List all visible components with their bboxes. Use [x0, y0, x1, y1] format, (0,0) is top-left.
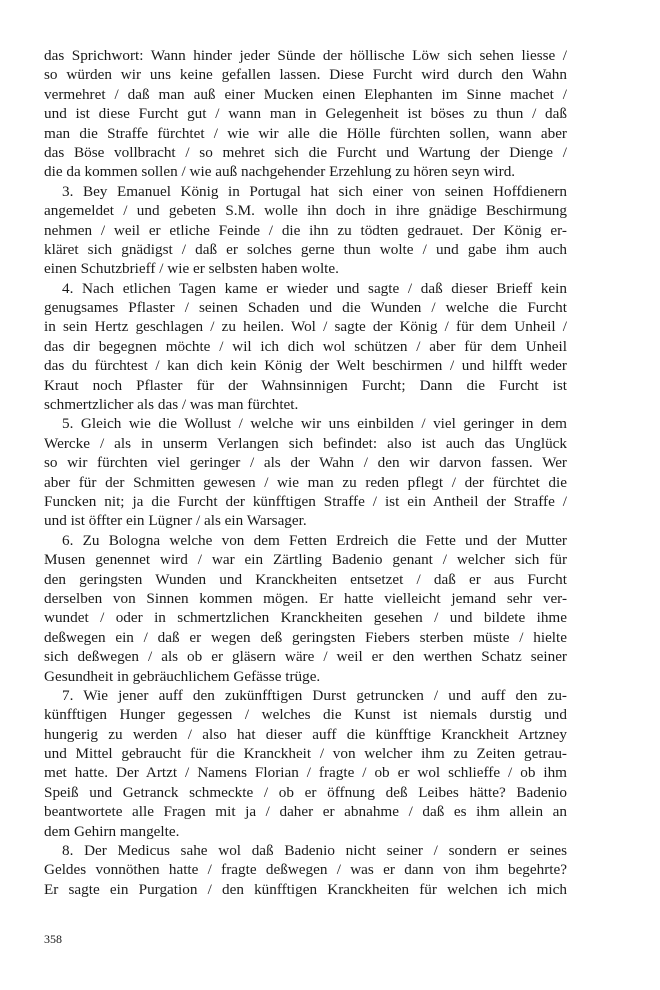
text-line: und Mittel gebraucht für die Kranckheit / von welcher ihm zu Zeiten getrau- — [44, 745, 567, 763]
text-body — [44, 46, 567, 899]
text-line: schmertzlicher als das / was man fürchtet. — [44, 396, 299, 414]
paragraph-7-start: 7. Wie jener auff den zukünfftigen Durst getruncken / und auff den zu- — [62, 686, 567, 704]
text-line: genugsames Pflaster / seinen Schaden und die Wunden / welche die Furcht — [44, 299, 567, 317]
text-line: das Sprichwort: Wann hinder jeder Sünde der höllische Löw sich sehen liesse / — [44, 47, 567, 64]
text-line: Wercke / als in unserm Verlangen sich befindet: also ist auch das Unglück — [44, 434, 567, 452]
paragraph-3-start: 3. Bey Emanuel König in Portugal hat sich einer von seinen Hoffdienern — [62, 182, 567, 200]
text-line: sich deßwegen / als ob er gläsern wäre / weil er den werthen Schatz seiner — [44, 648, 567, 666]
text-line: das du fürchtest / kan dich kein König der Welt beschirmen / und hilfft weder — [44, 357, 567, 375]
text-line: das Böse vollbracht / so mehret sich die Furcht und Wartung der Dienge / — [44, 143, 567, 161]
text-line: Speiß und Getranck schmeckte / ob er öffnung deß Leibes hätte? Badenio — [44, 783, 567, 801]
text-line: angemeldet / und gebeten S.M. wolle ihn doch in ihre gnädige Beschirmung — [44, 202, 567, 220]
text-line: deßwegen ein / daß er wegen deß geringsten Fiebers sterben müste / hielte — [44, 628, 567, 646]
paragraph-5-start: 5. Gleich wie die Wollust / welche wir uns einbilden / viel geringer in dem — [62, 415, 567, 433]
text-line: so wir fürchten viel geringer / als der Wahn / den wir darvon fassen. Wer — [44, 454, 567, 472]
text-line: einen Schutzbrieff / wie er selbsten haben wolte. — [44, 260, 339, 278]
text-line: nehmen / weil er etliche Feinde / die ihn zu tödten gedrauet. Der König er- — [44, 221, 567, 239]
text-line: künfftigen Hunger gegessen / welches die Kunst ist niemals durstig und — [44, 706, 567, 724]
text-line: dem Gehirn mangelte. — [44, 822, 180, 840]
paragraph-8-start: 8. Der Medicus sahe wol daß Badenio nicht seiner / sondern er seines — [62, 842, 567, 860]
text-line: Geldes vonnöthen hatte / fragte deßwegen / was er dann von ihm begehrte? — [44, 861, 567, 879]
text-line: Gesundheit in gebräuchlichem Gefässe trüge. — [44, 667, 321, 685]
text-line: so würden wir uns keine gefallen lassen. Diese Furcht wird durch den Wahn — [44, 66, 567, 84]
text-line: in sein Hertz geschlagen / zu heilen. Wol / sagte der König / für dem Unheil / — [44, 318, 567, 336]
paragraph-6-start: 6. Zu Bologna welche von dem Fetten Erdreich die Fette und der Mutter — [62, 531, 567, 549]
text-line: man die Straffe fürchtet / wie wir alle die Hölle fürchten sollen, wann aber — [44, 124, 567, 142]
text-line: aber für der Schmitten gewesen / wie man zu reden pflegt / der fürchtet die — [44, 473, 567, 491]
paragraph-4-start: 4. Nach etlichen Tagen kame er wieder und sagte / daß dieser Brieff kein — [62, 279, 567, 297]
text-line: hungerig zu werden / also hat dieser auff die künfftige Kranckheit Artzney — [44, 725, 567, 743]
text-line: kläret sich gnädigst / daß er solches gerne thun wolte / und gabe ihm auch — [44, 240, 567, 258]
text-line: Er sagte ein Purgation / den künfftigen Kranckheiten für welchen ich mich — [44, 880, 567, 898]
text-line: und ist diese Furcht gut / wann man in Gelegenheit ist böses zu thun / daß — [44, 105, 567, 123]
text-line: den geringsten Wunden und Kranckheiten entsetzet / daß er aus Furcht — [44, 570, 567, 588]
text-line: die da kommen sollen / wie auß nachgehender Erzehlung zu hören seyn wird. — [44, 163, 516, 181]
text-line: vermehret / daß man auß einer Mucken einen Elephanten im Sinne machet / — [44, 85, 567, 103]
text-line: derselben von Sinnen kommen mögen. Er hatte vielleicht jemand sehr ver- — [44, 589, 567, 607]
page-number: 358 — [44, 932, 62, 946]
text-line: Funcken nit; ja die Furcht der künfftigen Straffe / ist ein Antheil der Straffe / — [44, 492, 567, 510]
text-line: wundet / oder in schmertzlichen Kranckheiten gesehen / und bildete ihme — [44, 609, 567, 627]
text-line: Kraut noch Pflaster für der Wahnsinnigen Furcht; Dann die Furcht ist — [44, 376, 567, 394]
text-line: beantwortete alle Fragen mit ja / daher er abnahme / daß es ihm allein an — [44, 803, 567, 821]
text-line: Musen genennet wird / war ein Zärtling Badenio genant / welcher sich für — [44, 551, 567, 569]
text-line: met hatte. Der Artzt / Namens Florian / fragte / ob er wol schlieffe / ob ihm — [44, 764, 567, 782]
text-line: das dir begegnen möchte / wil ich dich wol schützen / aber für dem Unheil — [44, 337, 567, 355]
text-line: und ist öffter ein Lügner / als ein Warsager. — [44, 512, 307, 530]
